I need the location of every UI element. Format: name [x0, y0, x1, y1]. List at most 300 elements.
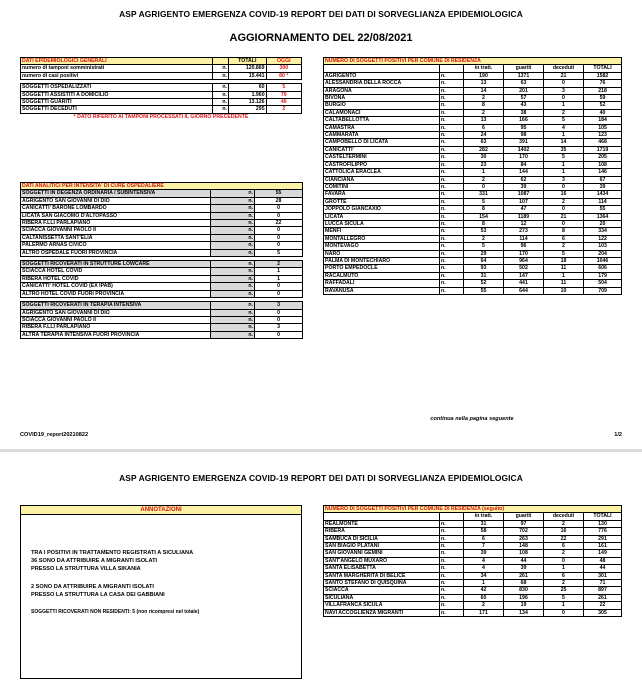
value-cell: 204 — [584, 250, 622, 257]
value-cell: 154 — [464, 213, 504, 220]
value-cell: 31 — [464, 520, 504, 527]
row-label: RIBERA HOTEL COVID — [21, 275, 211, 282]
value-cell: 10 — [544, 287, 584, 294]
value-cell: 830 — [504, 587, 544, 594]
value-cell: 964 — [504, 257, 544, 264]
value-cell: 8 — [464, 102, 504, 109]
value-cell: 97 — [504, 520, 544, 527]
page-number: 1/2 — [614, 432, 622, 438]
hospital-care-table — [20, 182, 303, 339]
value-cell: 0 — [255, 309, 303, 316]
unit-cell: n. — [213, 99, 228, 106]
unit-cell: n. — [211, 261, 255, 268]
unit-cell: n. — [211, 205, 255, 212]
municipality-name: COMITINI — [324, 183, 440, 190]
unit-cell: n. — [440, 132, 464, 139]
unit-cell: n. — [211, 290, 255, 297]
value-cell: 2 — [464, 109, 504, 116]
unit-cell: n. — [440, 609, 464, 616]
value-cell: 263 — [504, 535, 544, 542]
unit-cell: n. — [440, 95, 464, 102]
value-cell: 16 — [544, 528, 584, 535]
value-cell: 5 — [464, 243, 504, 250]
unit-cell: n. — [440, 535, 464, 542]
value-cell: 0 — [255, 242, 303, 249]
value-cell: 644 — [504, 287, 544, 294]
row-label: SOGGETTI OSPEDALIZZATI — [21, 84, 213, 91]
municipality-row — [324, 87, 622, 94]
column-header-row — [324, 513, 622, 520]
unit-cell: n. — [440, 117, 464, 124]
value-cell: 3 — [544, 87, 584, 94]
row-label: ALTRA TERAPIA INTENSIVA FUORI PROVINCIA — [21, 331, 211, 338]
unit-cell: n. — [440, 250, 464, 257]
hospital-row — [21, 242, 303, 249]
municipality-name: PALMA DI MONTECHIARO — [324, 257, 440, 264]
value-cell: 0 — [255, 205, 303, 212]
municipality-name: MENFI — [324, 228, 440, 235]
municipality-name: RACALMUTO — [324, 272, 440, 279]
value-cell: 201 — [504, 87, 544, 94]
column-header: in tratt. — [464, 65, 504, 72]
row-label: CALTANISSETTA SANT'ELIA — [21, 234, 211, 241]
unit-cell: n. — [440, 565, 464, 572]
value-cell: 0 — [255, 316, 303, 323]
municipality-name: CALAMONACI — [324, 109, 440, 116]
table-header-row — [21, 183, 303, 190]
row-label: SCIACCA GIOVANNI PAOLO II — [21, 316, 211, 323]
unit-cell: n. — [440, 520, 464, 527]
value-cell: 7 — [464, 543, 504, 550]
value-cell: 0 — [464, 183, 504, 190]
value-cell: 166 — [504, 117, 544, 124]
row-label: SOGGETTI RICOVERATI IN STRUTTURE LOWCARE — [21, 261, 211, 268]
column-header: OGGI — [266, 58, 301, 65]
value-cell: 1 — [544, 565, 584, 572]
value-cell: 1 — [464, 580, 504, 587]
municipality-name: ALESSANDRIA DELLA ROCCA — [324, 80, 440, 87]
row-label: SOGGETTI RICOVERATI IN TERAPIA INTENSIVA — [21, 302, 211, 309]
column-header: TOTALI — [584, 65, 622, 72]
empty-cell — [440, 513, 464, 520]
value-cell: 2 — [255, 261, 303, 268]
empty-cell — [324, 513, 440, 520]
unit-cell: n. — [211, 227, 255, 234]
value-cell: 47 — [504, 206, 544, 213]
value-cell: 1087 — [504, 191, 544, 198]
municipality-name: RIBERA — [324, 528, 440, 535]
value-cell: 179 — [584, 272, 622, 279]
value-cell: 5 — [544, 117, 584, 124]
epi-row — [21, 106, 302, 113]
epidemiological-data-table — [20, 57, 302, 121]
table-title: NUMERO DI SOGGETTI POSITIVI PER COMUNE DI RESIDENZA (seguito) — [324, 506, 622, 513]
unit-cell: n. — [211, 283, 255, 290]
value-cell: 35 — [544, 146, 584, 153]
municipality-name: NAVI ACCOGLIENZA MIGRANTI — [324, 609, 440, 616]
value-cell: 1 — [544, 102, 584, 109]
value-cell: 190 — [464, 72, 504, 79]
municipality-name: PORTO EMPEDOCLE — [324, 265, 440, 272]
municipality-row — [324, 602, 622, 609]
municipality-name: BURGIO — [324, 102, 440, 109]
unit-cell: n. — [211, 324, 255, 331]
hospital-row — [21, 324, 303, 331]
hospital-row — [21, 283, 303, 290]
unit-cell: n. — [211, 309, 255, 316]
value-cell: 468 — [584, 139, 622, 146]
municipality-row — [324, 609, 622, 616]
municipality-name: CAMMARATA — [324, 132, 440, 139]
unit-cell: n. — [211, 302, 255, 309]
unit-cell: n. — [440, 228, 464, 235]
annotation-text: 2 SONO DA ATTRIBUIRE A MIGRANTI ISOLATI PRESSO LA STRUTTURA LA CASA DEI GABBIANI — [31, 583, 165, 598]
row-label: numero di tamponi somministrati — [21, 65, 213, 72]
unit-cell: n. — [211, 220, 255, 227]
table-header-row — [324, 506, 622, 513]
unit-cell: n. — [440, 280, 464, 287]
municipality-name: CASTELTERMINI — [324, 154, 440, 161]
hospital-row — [21, 268, 303, 275]
hospital-row — [21, 227, 303, 234]
municipality-row — [324, 557, 622, 564]
municipality-row — [324, 565, 622, 572]
value-cell: 21 — [544, 72, 584, 79]
empty-cell — [440, 65, 464, 72]
group-header-row — [21, 302, 303, 309]
total-value: 60 — [228, 84, 266, 91]
column-header-row — [324, 65, 622, 72]
value-cell: 63 — [464, 139, 504, 146]
value-cell: 24 — [464, 132, 504, 139]
value-cell: 5 — [544, 594, 584, 601]
value-cell: 502 — [504, 265, 544, 272]
row-label: PALERMO ARNAS CIVICO — [21, 242, 211, 249]
municipality-name: CATTOLICA ERACLEA — [324, 169, 440, 176]
municipality-row — [324, 161, 622, 168]
value-cell: 96 — [504, 243, 544, 250]
row-label: SOGGETTI ASSISTITI A DOMICILIO — [21, 91, 213, 98]
unit-cell: n. — [211, 249, 255, 256]
unit-cell: n. — [213, 106, 228, 113]
value-cell: 55 — [464, 287, 504, 294]
value-cell: 170 — [504, 154, 544, 161]
municipality-name: REALMONTE — [324, 520, 440, 527]
municipality-row — [324, 220, 622, 227]
value-cell: 19 — [504, 602, 544, 609]
value-cell: 13 — [464, 117, 504, 124]
value-cell: 4 — [464, 557, 504, 564]
value-cell: 34 — [464, 572, 504, 579]
value-cell: 305 — [584, 609, 622, 616]
value-cell: 334 — [584, 228, 622, 235]
value-cell: 2 — [464, 176, 504, 183]
value-cell: 2 — [544, 198, 584, 205]
value-cell: 13 — [464, 80, 504, 87]
column-header: deceduti — [544, 513, 584, 520]
municipality-row — [324, 95, 622, 102]
value-cell: 261 — [584, 594, 622, 601]
unit-cell: n. — [440, 235, 464, 242]
municipality-row — [324, 587, 622, 594]
value-cell: 1189 — [504, 213, 544, 220]
value-cell: 44 — [584, 565, 622, 572]
municipality-name: SAMBUCA DI SICILIA — [324, 535, 440, 542]
municipality-row — [324, 191, 622, 198]
value-cell: 22 — [544, 535, 584, 542]
municipality-name: VILLAFRANCA SICULA — [324, 602, 440, 609]
unit-cell: n. — [211, 234, 255, 241]
value-cell: 8 — [464, 206, 504, 213]
row-label: RIBERA F.LLI PARLAPIANO — [21, 220, 211, 227]
value-cell: 205 — [584, 154, 622, 161]
row-label: AGRIGENTO SAN GIOVANNI DI DIO — [21, 197, 211, 204]
value-cell: 39 — [504, 183, 544, 190]
unit-cell: n. — [440, 191, 464, 198]
row-label: SOGGETTI GUARITI — [21, 99, 213, 106]
value-cell: 43 — [504, 102, 544, 109]
value-cell: 64 — [464, 257, 504, 264]
row-label: ALTRO HOTEL COVID FUORI PROVINCIA — [21, 290, 211, 297]
value-cell: 196 — [504, 594, 544, 601]
value-cell: 0 — [544, 80, 584, 87]
municipality-name: CASTROFILIPPO — [324, 161, 440, 168]
value-cell: 98 — [504, 132, 544, 139]
municipality-row — [324, 154, 622, 161]
value-cell: 331 — [464, 191, 504, 198]
value-cell: 1371 — [504, 72, 544, 79]
value-cell: 1 — [544, 272, 584, 279]
unit-cell: n. — [211, 268, 255, 275]
continued-note: continua nella pagina seguente — [430, 416, 514, 422]
value-cell: 63 — [504, 80, 544, 87]
today-value: 80 * — [266, 72, 301, 79]
value-cell: 1582 — [584, 72, 622, 79]
unit-cell: n. — [440, 580, 464, 587]
value-cell: 29 — [464, 250, 504, 257]
municipality-name: LICATA — [324, 213, 440, 220]
value-cell: 134 — [504, 609, 544, 616]
municipality-name: RAFFADALI — [324, 280, 440, 287]
row-label: SCIACCA HOTEL COVID — [21, 268, 211, 275]
unit-cell: n. — [211, 242, 255, 249]
value-cell: 1364 — [584, 213, 622, 220]
value-cell: 184 — [584, 117, 622, 124]
municipality-row — [324, 146, 622, 153]
municipality-row — [324, 265, 622, 272]
value-cell: 39 — [464, 550, 504, 557]
municipality-name: SAN BIAGIO PLATANI — [324, 543, 440, 550]
annotation-text: TRA I POSITIVI IN TRATTAMENTO REGISTRATI A SICULIANA 36 SONO DA ATTRIBUIRE A MIGRANTI ISOLATI PRESSO LA STRUTTURA VILLA SIKANIA — [31, 550, 194, 573]
value-cell: 1 — [255, 275, 303, 282]
value-cell: 2 — [464, 235, 504, 242]
value-cell: 114 — [584, 198, 622, 205]
value-cell: 161 — [584, 543, 622, 550]
hospital-row — [21, 205, 303, 212]
value-cell: 1719 — [584, 146, 622, 153]
row-label: CANICATTI' HOTEL COVID (EX IPAB) — [21, 283, 211, 290]
value-cell: 1402 — [504, 146, 544, 153]
unit-cell: n. — [440, 572, 464, 579]
value-cell: 52 — [584, 102, 622, 109]
municipality-name: SANTA ELISABETTA — [324, 565, 440, 572]
value-cell: 8 — [544, 228, 584, 235]
value-cell: 2 — [544, 550, 584, 557]
municipality-row — [324, 543, 622, 550]
annotations-box — [20, 505, 302, 679]
unit-cell: n. — [211, 212, 255, 219]
unit-cell: n. — [440, 543, 464, 550]
value-cell: 21 — [544, 213, 584, 220]
value-cell: 84 — [504, 161, 544, 168]
value-cell: 0 — [255, 331, 303, 338]
value-cell: 6 — [544, 572, 584, 579]
hospital-row — [21, 249, 303, 256]
column-header: guariti — [504, 513, 544, 520]
value-cell: 39 — [584, 183, 622, 190]
municipality-row — [324, 520, 622, 527]
value-cell: 5 — [464, 198, 504, 205]
unit-cell: n. — [440, 87, 464, 94]
report-page-2 — [0, 452, 642, 684]
municipality-name: FAVARA — [324, 191, 440, 198]
hospital-row — [21, 290, 303, 297]
value-cell: 12 — [504, 220, 544, 227]
municipality-row — [324, 572, 622, 579]
value-cell: 2 — [544, 520, 584, 527]
unit-cell: n. — [440, 265, 464, 272]
row-label: RIBERA F.LLI PARLAPIANO — [21, 324, 211, 331]
value-cell: 5 — [255, 249, 303, 256]
value-cell: 23 — [464, 161, 504, 168]
unit-cell: n. — [440, 206, 464, 213]
value-cell: 148 — [504, 543, 544, 550]
value-cell: 62 — [504, 176, 544, 183]
value-cell: 6 — [544, 235, 584, 242]
unit-cell: n. — [440, 257, 464, 264]
unit-cell: n. — [213, 91, 228, 98]
value-cell: 0 — [544, 183, 584, 190]
value-cell: 22 — [584, 602, 622, 609]
value-cell: 282 — [464, 146, 504, 153]
update-date-title: AGGIORNAMENTO DEL 22/08/2021 — [229, 32, 413, 44]
unit-cell: n. — [440, 287, 464, 294]
value-cell: 2 — [544, 109, 584, 116]
value-cell: 261 — [504, 572, 544, 579]
unit-cell: n. — [440, 587, 464, 594]
unit-cell: n. — [440, 220, 464, 227]
today-value: 46 — [266, 99, 301, 106]
value-cell: 55 — [255, 190, 303, 197]
value-cell: 0 — [544, 220, 584, 227]
municipality-row — [324, 580, 622, 587]
row-label: LICATA SAN GIACOMO D'ALTOPASSO — [21, 212, 211, 219]
unit-cell: n. — [440, 169, 464, 176]
value-cell: 107 — [504, 198, 544, 205]
municipality-name: CANICATTI' — [324, 146, 440, 153]
epi-row — [21, 99, 302, 106]
value-cell: 4 — [464, 565, 504, 572]
value-cell: 22 — [255, 220, 303, 227]
unit-cell: n. — [213, 65, 228, 72]
municipality-name: RAVANUSA — [324, 287, 440, 294]
value-cell: 441 — [504, 280, 544, 287]
municipality-name: MONTALLEGRO — [324, 235, 440, 242]
municipality-row — [324, 139, 622, 146]
report-header: ASP AGRIGENTO EMERGENZA COVID-19 REPORT DEI DATI DI SORVEGLIANZA EPIDEMIOLOGICA — [119, 9, 523, 19]
municipality-row — [324, 72, 622, 79]
row-label: SCIACCA GIOVANNI PAOLO II — [21, 227, 211, 234]
value-cell: 122 — [584, 235, 622, 242]
value-cell: 11 — [544, 265, 584, 272]
note-row — [21, 113, 302, 120]
value-cell: 40 — [584, 109, 622, 116]
empty-cell — [324, 65, 440, 72]
unit-cell: n. — [440, 124, 464, 131]
value-cell: 776 — [584, 528, 622, 535]
hospital-row — [21, 309, 303, 316]
municipality-row — [324, 535, 622, 542]
value-cell: 114 — [504, 235, 544, 242]
hospital-row — [21, 220, 303, 227]
table-header-row — [324, 58, 622, 65]
value-cell: 52 — [464, 280, 504, 287]
row-label: AGRIGENTO SAN GIOVANNI DI DIO — [21, 309, 211, 316]
value-cell: 218 — [584, 87, 622, 94]
annotations-title: ANNOTAZIONI — [21, 506, 301, 515]
value-cell: 147 — [504, 272, 544, 279]
unit-cell: n. — [211, 331, 255, 338]
today-value: 79 — [266, 91, 301, 98]
value-cell: 0 — [544, 95, 584, 102]
positives-by-municipality-table — [323, 57, 622, 295]
value-cell: 144 — [504, 169, 544, 176]
municipality-name: CALTABELLOTTA — [324, 117, 440, 124]
unit-cell: n. — [211, 190, 255, 197]
value-cell: 14 — [544, 139, 584, 146]
value-cell: 6 — [464, 535, 504, 542]
total-value: 295 — [228, 106, 266, 113]
value-cell: 18 — [544, 257, 584, 264]
unit-cell: n. — [440, 213, 464, 220]
today-value: 5 — [266, 84, 301, 91]
value-cell: 2 — [544, 243, 584, 250]
value-cell: 606 — [584, 265, 622, 272]
value-cell: 149 — [584, 550, 622, 557]
value-cell: 108 — [504, 550, 544, 557]
total-value: 13.126 — [228, 99, 266, 106]
value-cell: 71 — [584, 580, 622, 587]
value-cell: 123 — [584, 132, 622, 139]
value-cell: 1 — [544, 169, 584, 176]
unit-cell: n. — [440, 176, 464, 183]
unit-cell: n. — [440, 183, 464, 190]
value-cell: 291 — [584, 535, 622, 542]
group-header-row — [21, 261, 303, 268]
value-cell: 0 — [255, 212, 303, 219]
value-cell: 130 — [584, 520, 622, 527]
column-header: TOTALI — [228, 58, 266, 65]
municipality-name: SANT'ANGELO MUXARO — [324, 557, 440, 564]
value-cell: 6 — [544, 543, 584, 550]
municipality-row — [324, 109, 622, 116]
municipality-row — [324, 80, 622, 87]
municipality-row — [324, 102, 622, 109]
row-label: ALTRO OSPEDALE FUORI PROVINCIA — [21, 249, 211, 256]
value-cell: 171 — [464, 609, 504, 616]
municipality-name: NARO — [324, 250, 440, 257]
municipality-row — [324, 235, 622, 242]
